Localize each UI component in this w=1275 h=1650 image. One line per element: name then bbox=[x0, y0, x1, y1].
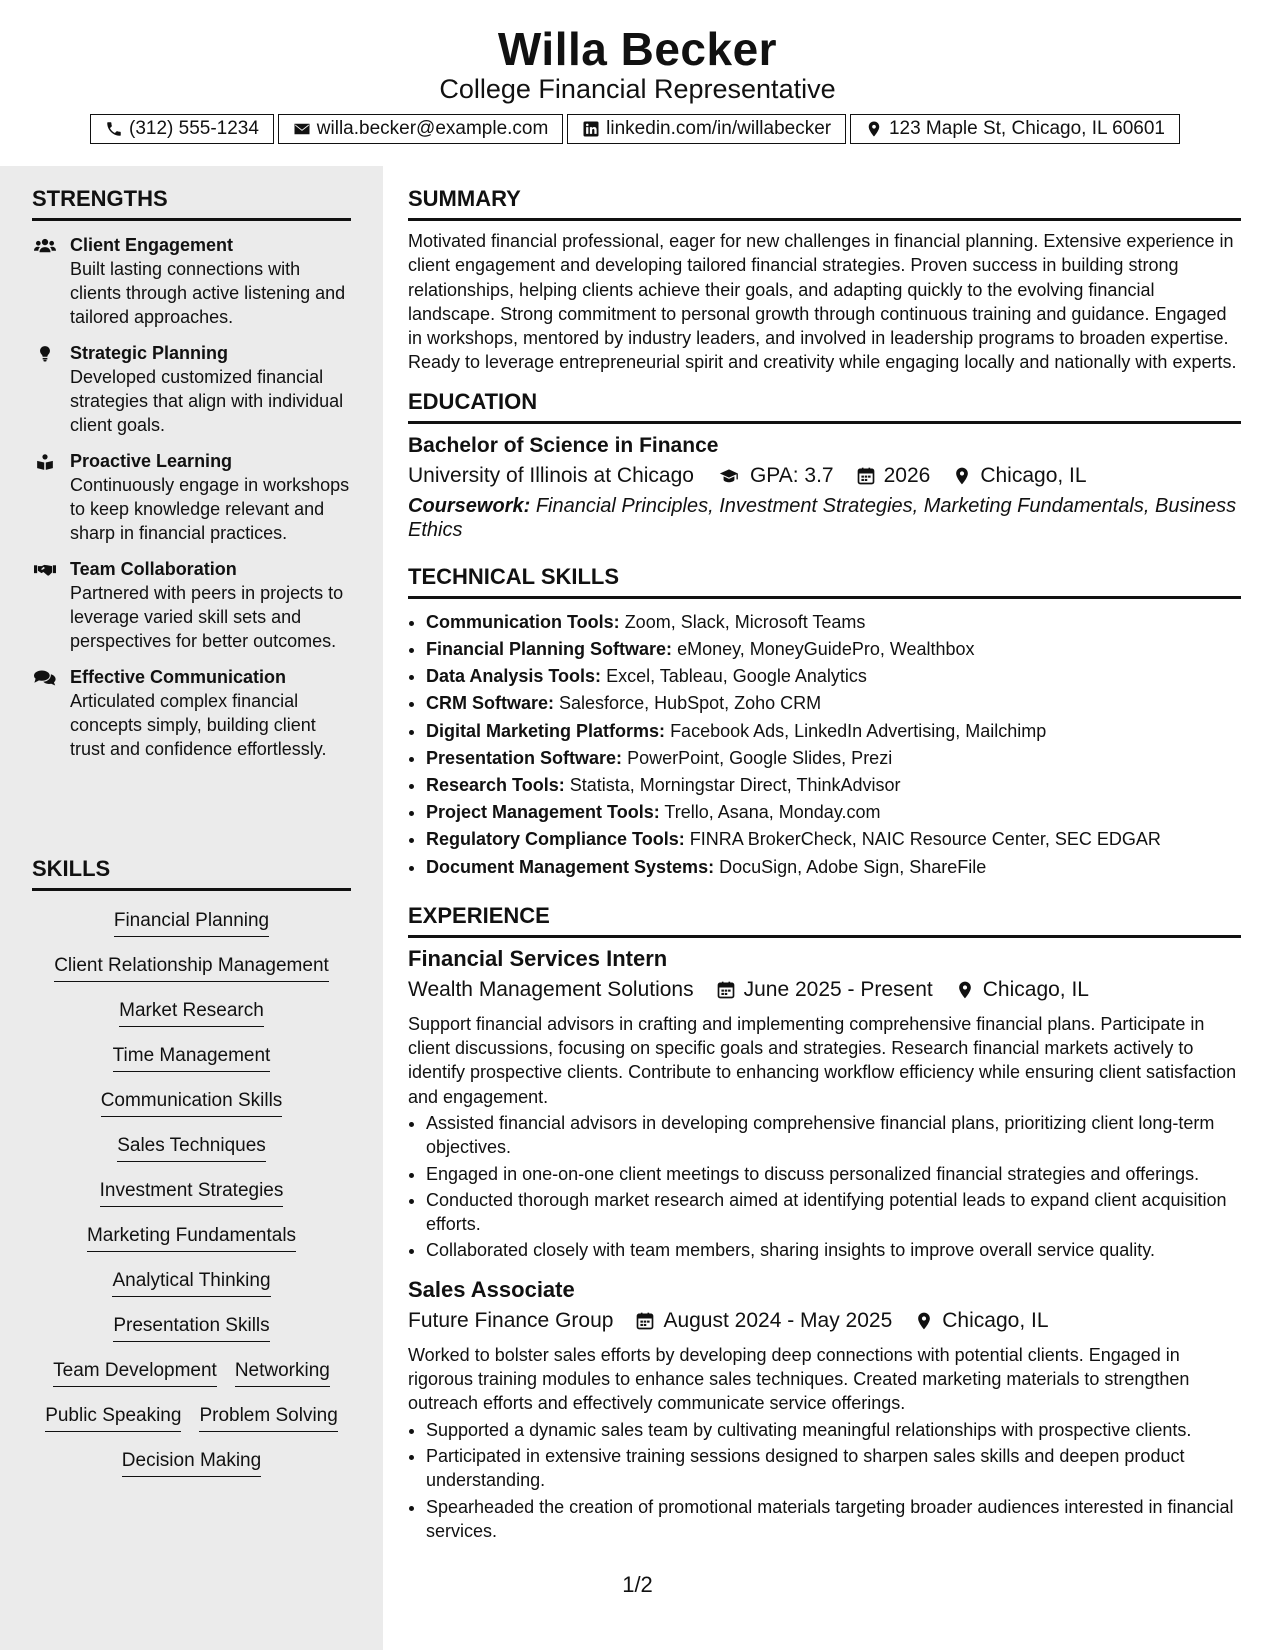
tech-label: Research Tools: bbox=[426, 775, 565, 795]
education-location: Chicago, IL bbox=[980, 463, 1087, 487]
tech-value: eMoney, MoneyGuidePro, Wealthbox bbox=[677, 638, 975, 659]
calendar-icon bbox=[856, 466, 876, 486]
education-heading: EDUCATION bbox=[408, 389, 1241, 424]
list-item bbox=[426, 745, 1241, 772]
comments-icon bbox=[34, 668, 56, 688]
job-location: Chicago, IL bbox=[982, 977, 1089, 1001]
contact-bar bbox=[90, 114, 1180, 144]
experience-section bbox=[408, 903, 1241, 1543]
strength-text: Continuously engage in workshops to keep knowledge relevant and sharp in financial practices. bbox=[70, 475, 350, 543]
list-item bbox=[426, 772, 1241, 799]
skill-tag: Decision Making bbox=[122, 1449, 261, 1477]
technical-skills-section bbox=[408, 564, 1241, 881]
company-name: Future Finance Group bbox=[408, 1308, 614, 1332]
tech-label: CRM Software: bbox=[426, 693, 555, 714]
job-meta bbox=[408, 978, 1241, 1002]
map-marker-icon bbox=[914, 1311, 934, 1331]
skill-tag: Marketing Fundamentals bbox=[87, 1224, 296, 1252]
strength-title: Strategic Planning bbox=[70, 343, 229, 363]
strength-text: Articulated complex financial concepts simply, building client trust and confidence effortlessly. bbox=[70, 691, 327, 759]
summary-text: Motivated financial professional, eager for new challenges in financial planning. Extensive experience in client engagement and developing tailored financial strategies. Proven success in building strong relationships, helping clients achieve their goals, and adapting quickly to the evolving financial landscape. Strong commitment to personal growth through continuous training and guidance. Engaged in workshops, mentored by industry leaders, and involved in leadership programs to broaden expertise. Ready to leverage entrepreneurial spirit and creativity while engaging locally and nationally with experts. bbox=[408, 231, 1237, 373]
strength-item bbox=[32, 665, 351, 761]
technical-skills-heading: TECHNICAL SKILLS bbox=[408, 564, 1241, 599]
tech-value: PowerPoint, Google Slides, Prezi bbox=[627, 747, 893, 768]
strength-text: Developed customized financial strategies that align with individual client goals. bbox=[70, 367, 344, 435]
contact-email[interactable] bbox=[278, 114, 564, 144]
skill-tag: Sales Techniques bbox=[117, 1134, 266, 1162]
skill-tag: Financial Planning bbox=[114, 909, 269, 937]
education-section bbox=[408, 389, 1241, 542]
tech-value: FINRA BrokerCheck, NAIC Resource Center, SEC EDGAR bbox=[689, 829, 1161, 850]
map-marker-icon bbox=[955, 980, 975, 1000]
tech-value: Statista, Morningstar Direct, ThinkAdvisor bbox=[569, 775, 901, 795]
strength-title: Team Collaboration bbox=[70, 559, 237, 579]
tech-label: Presentation Software: bbox=[426, 747, 623, 768]
list-item bbox=[426, 799, 1241, 826]
graduation-year: 2026 bbox=[883, 463, 931, 487]
list-item bbox=[426, 609, 1241, 636]
list-item: • Assisted financial advisors in developing comprehensive financial plans, prioritizing client long-term objectives. bbox=[426, 1111, 1241, 1160]
handshake-icon bbox=[34, 560, 56, 580]
tech-value: Salesforce, HubSpot, Zoho CRM bbox=[559, 693, 822, 714]
list-item: • Participated in extensive training sessions designed to sharpen sales skills and deepen product understanding. bbox=[426, 1444, 1241, 1493]
skills-heading: SKILLS bbox=[32, 856, 351, 891]
list-item bbox=[426, 690, 1241, 717]
job-entry bbox=[408, 946, 1241, 1263]
skill-tag: Communication Skills bbox=[101, 1089, 283, 1117]
contact-linkedin-text: linkedin.com/in/willabecker bbox=[606, 118, 832, 139]
job-title: Financial Services Intern bbox=[408, 945, 668, 971]
contact-address bbox=[850, 114, 1180, 144]
company-name: Wealth Management Solutions bbox=[408, 977, 694, 1001]
lightbulb-icon bbox=[34, 344, 56, 364]
skill-tag: Market Research bbox=[119, 999, 264, 1027]
education-meta bbox=[408, 464, 1241, 488]
list-item: • Engaged in one-on-one client meetings to discuss personalized financial strategies and offerings. bbox=[426, 1162, 1241, 1186]
skill-tag: Investment Strategies bbox=[100, 1179, 284, 1207]
job-bullets bbox=[408, 1111, 1241, 1263]
list-item: • Supported a dynamic sales team by cultivating meaningful relationships with prospective clients. bbox=[426, 1418, 1241, 1442]
envelope-icon bbox=[293, 120, 311, 138]
users-icon bbox=[34, 236, 56, 256]
tech-label: Regulatory Compliance Tools: bbox=[426, 829, 685, 850]
contact-address-text: 123 Maple St, Chicago, IL 60601 bbox=[888, 118, 1165, 139]
resume-header bbox=[0, 0, 1275, 166]
tech-label: Project Management Tools: bbox=[426, 802, 660, 823]
summary-heading: SUMMARY bbox=[408, 186, 1241, 221]
job-dates: August 2024 - May 2025 bbox=[663, 1308, 893, 1332]
tech-label: Digital Marketing Platforms: bbox=[426, 720, 666, 741]
strength-title: Proactive Learning bbox=[70, 451, 233, 471]
list-item: • Conducted thorough market research aimed at identifying potential leads to expand client acquisition efforts. bbox=[426, 1188, 1241, 1237]
job-bullets bbox=[408, 1418, 1241, 1543]
phone-icon bbox=[105, 120, 123, 138]
calendar-icon bbox=[635, 1311, 655, 1331]
summary-section bbox=[408, 186, 1241, 375]
technical-skills-list bbox=[408, 609, 1241, 881]
skill-tag: Problem Solving bbox=[199, 1404, 337, 1432]
page-number: 1/2 bbox=[622, 1572, 653, 1597]
tech-label: Communication Tools: bbox=[426, 611, 620, 632]
contact-linkedin[interactable] bbox=[567, 114, 846, 144]
job-title: Sales Associate bbox=[408, 1276, 575, 1302]
coursework-list: Financial Principles, Investment Strategies, Marketing Fundamentals, Business Ethics bbox=[408, 494, 1237, 541]
job-entry bbox=[408, 1277, 1241, 1543]
linkedin-icon bbox=[582, 120, 600, 138]
strength-title: Client Engagement bbox=[70, 235, 234, 255]
strength-item bbox=[32, 341, 351, 437]
list-item: • Collaborated closely with team members, sharing insights to improve overall service quality. bbox=[426, 1238, 1241, 1262]
strength-item bbox=[32, 449, 351, 545]
candidate-title: College Financial Representative bbox=[439, 74, 836, 104]
strengths-section bbox=[32, 186, 351, 773]
experience-heading: EXPERIENCE bbox=[408, 903, 1241, 938]
calendar-icon bbox=[716, 980, 736, 1000]
tech-value: Excel, Tableau, Google Analytics bbox=[606, 666, 867, 687]
contact-phone-text: (312) 555-1234 bbox=[129, 118, 259, 139]
job-location: Chicago, IL bbox=[942, 1308, 1049, 1332]
skill-tag: Networking bbox=[235, 1359, 330, 1387]
list-item bbox=[426, 663, 1241, 690]
gpa-value: GPA: 3.7 bbox=[749, 463, 834, 487]
strength-text: Built lasting connections with clients through active listening and tailored approaches. bbox=[70, 259, 346, 327]
coursework-label: Coursework: bbox=[408, 494, 531, 517]
list-item bbox=[426, 636, 1241, 663]
contact-phone[interactable] bbox=[90, 114, 274, 144]
tech-value: Trello, Asana, Monday.com bbox=[664, 802, 881, 823]
list-item: • Spearheaded the creation of promotional materials targeting broader audiences interested in financial services. bbox=[426, 1495, 1241, 1544]
tech-value: DocuSign, Adobe Sign, ShareFile bbox=[719, 856, 987, 877]
job-description: Worked to bolster sales efforts by developing deep connections with potential clients. Engaged in rigorous training modules to enhance sales techniques. Created marketing materials to strengthen outreach efforts and effectively communicate service offerings. bbox=[408, 1344, 1190, 1414]
sidebar bbox=[0, 166, 383, 1650]
tech-label: Financial Planning Software: bbox=[426, 638, 673, 659]
book-reader-icon bbox=[34, 452, 56, 472]
skills-list bbox=[32, 909, 351, 1477]
list-item bbox=[426, 718, 1241, 745]
tech-value: Facebook Ads, LinkedIn Advertising, Mailchimp bbox=[670, 720, 1047, 741]
job-description: Support financial advisors in crafting and implementing comprehensive financial plans. Participate in client discussions, focusing on specific goals and strategies. Research financial markets actively to identify prospective clients. Contribute to enhancing workflow efficiency while ensuring client satisfaction and engagement. bbox=[408, 1013, 1237, 1107]
skill-tag: Client Relationship Management bbox=[54, 954, 329, 982]
skills-section bbox=[32, 856, 351, 1477]
list-item bbox=[426, 826, 1241, 853]
tech-label: Data Analysis Tools: bbox=[426, 666, 602, 687]
tech-label: Document Management Systems: bbox=[426, 856, 715, 877]
map-marker-icon bbox=[865, 120, 883, 138]
list-item bbox=[426, 854, 1241, 881]
degree-title: Bachelor of Science in Finance bbox=[408, 433, 719, 457]
tech-value: Zoom, Slack, Microsoft Teams bbox=[624, 611, 866, 632]
skill-tag: Presentation Skills bbox=[113, 1314, 269, 1342]
skill-tag: Analytical Thinking bbox=[112, 1269, 270, 1297]
graduation-cap-icon bbox=[716, 466, 742, 486]
strength-item bbox=[32, 233, 351, 329]
job-dates: June 2025 - Present bbox=[743, 977, 933, 1001]
contact-email-text: willa.becker@example.com bbox=[316, 118, 549, 139]
main-column bbox=[408, 166, 1241, 1545]
candidate-name: Willa Becker bbox=[497, 23, 778, 75]
strength-item bbox=[32, 557, 351, 653]
coursework bbox=[408, 494, 1241, 542]
strength-title: Effective Communication bbox=[70, 667, 287, 687]
skill-tag: Public Speaking bbox=[45, 1404, 181, 1432]
skill-tag: Team Development bbox=[53, 1359, 217, 1387]
job-meta bbox=[408, 1309, 1241, 1333]
strengths-heading: STRENGTHS bbox=[32, 186, 351, 221]
map-marker-icon bbox=[952, 466, 972, 486]
strength-text: Partnered with peers in projects to leverage varied skill sets and perspectives for better outcomes. bbox=[70, 583, 344, 651]
skill-tag: Time Management bbox=[113, 1044, 271, 1072]
school-name: University of Illinois at Chicago bbox=[408, 463, 694, 487]
